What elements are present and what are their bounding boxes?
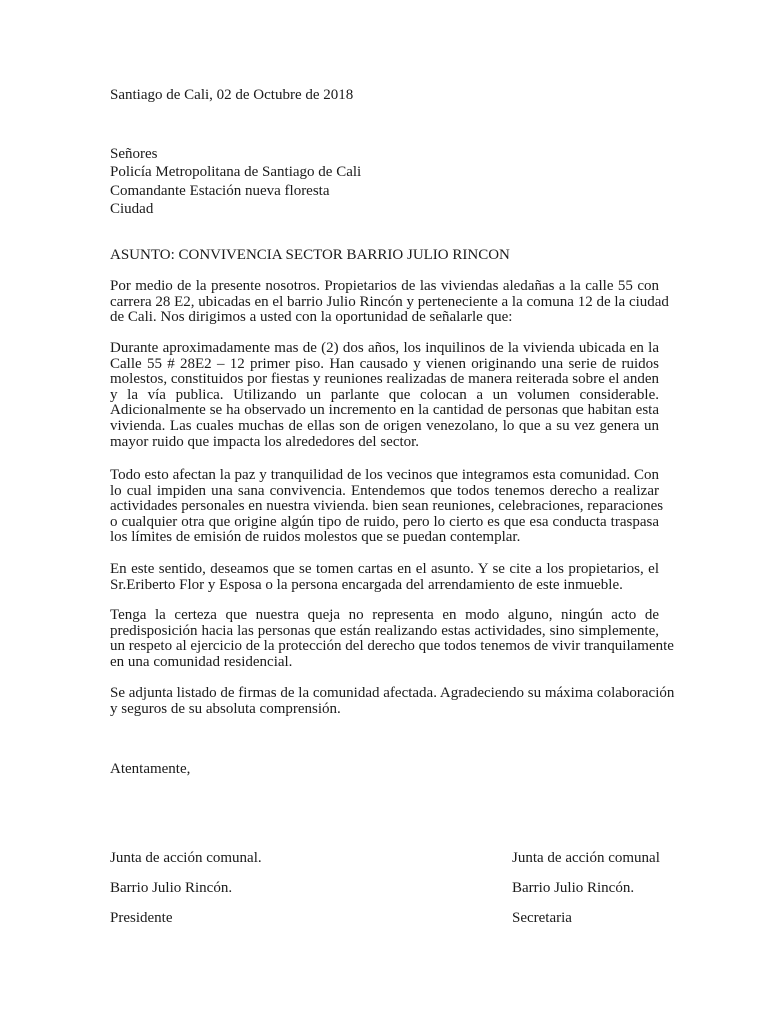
signature-left-role: Presidente — [110, 910, 173, 926]
paragraph-request — [110, 562, 659, 593]
paragraph-line: carrera 28 E2, ubicadas en el barrio Julio Rincón y perteneciente a la comuna 12 de la ciudad — [110, 293, 669, 310]
signature-right-role: Secretaria — [512, 910, 572, 926]
paragraph-line: lo cual impiden una sana convivencia. Entendemos que todos tenemos derecho a realizar — [110, 482, 659, 499]
paragraph-line: Tenga la certeza que nuestra queja no representa en modo alguno, ningún acto de — [110, 607, 659, 623]
subject-line: ASUNTO: CONVIVENCIA SECTOR BARRIO JULIO RINCON — [110, 247, 510, 263]
recipient-position: Comandante Estación nueva floresta — [110, 183, 330, 199]
paragraph-line: actividades personales en nuestra vivienda. bien sean reuniones, celebraciones, reparaciones — [110, 498, 664, 515]
paragraph-line: En este sentido, deseamos que se tomen cartas en el asunto. Y se cite a los propietarios, el — [110, 561, 659, 577]
paragraph-line: Por medio de la presente nosotros. Propietarios de las viviendas aledañas a la calle 55 con — [110, 278, 659, 294]
paragraph-impact — [110, 467, 664, 546]
place-date: Santiago de Cali, 02 de Octubre de 2018 — [110, 87, 354, 103]
paragraph-line: y seguros de su absoluta comprensión. — [110, 700, 341, 717]
recipient-salutation: Señores — [110, 146, 158, 162]
paragraph-line: en una comunidad residencial. — [110, 653, 293, 670]
paragraph-line: y la vía publica. Utilizando un parlante que colocan a un volumen considerable. — [110, 386, 659, 403]
signature-right-org: Junta de acción comunal — [512, 850, 660, 866]
paragraph-line: predisposición hacia las personas que están realizando estas actividades, sino simplemente, — [110, 622, 659, 639]
paragraph-line: Todo esto afectan la paz y tranquilidad de los vecinos que integramos esta comunidad. Con — [110, 467, 659, 483]
paragraph-line: Sr.Eriberto Flor y Esposa o la persona encargada del arrendamiento de este inmueble. — [110, 576, 623, 593]
paragraph-line: molestos, constituidos por fiestas y reuniones realizadas de manera reiterada sobre el anden — [110, 371, 659, 388]
paragraph-line: Se adjunta listado de firmas de la comunidad afectada. Agradeciendo su máxima colaboración — [110, 685, 675, 701]
paragraph-line: o cualquier otra que origine algún tipo de ruido, pero lo cierto es que esa conducta traspasa — [110, 513, 659, 530]
signature-right-neighborhood: Barrio Julio Rincón. — [512, 880, 635, 896]
paragraph-intro — [110, 278, 669, 326]
paragraph-complaint — [110, 341, 659, 450]
paragraph-line: Calle 55 # 28E2 – 12 primer piso. Han causado y vienen originando una serie de ruidos — [110, 355, 659, 372]
paragraph-clarification — [110, 607, 674, 670]
paragraph-line: un respeto al ejercicio de la protección del derecho que todos tenemos de vivir tranquilamente — [110, 638, 674, 655]
paragraph-attachment — [110, 685, 675, 717]
paragraph-line: de Cali. Nos dirigimos a usted con la oportunidad de señalarle que: — [110, 309, 513, 326]
paragraph-line: Durante aproximadamente mas de (2) dos años, los inquilinos de la vivienda ubicada en la — [110, 340, 659, 356]
paragraph-line: Adicionalmente se ha observado un incremento en la cantidad de personas que habitan esta — [110, 402, 659, 419]
signature-left-neighborhood: Barrio Julio Rincón. — [110, 880, 233, 896]
recipient-organization: Policía Metropolitana de Santiago de Cali — [110, 164, 362, 180]
paragraph-line: mayor ruido que impacta los alrededores del sector. — [110, 433, 420, 450]
signature-left-org: Junta de acción comunal. — [110, 850, 262, 866]
paragraph-line: los límites de emisión de ruidos molestos que se puedan contemplar. — [110, 529, 521, 546]
paragraph-line: vivienda. Las cuales muchas de ellas son de origen venezolano, lo que a su vez genera un — [110, 417, 659, 434]
recipient-city: Ciudad — [110, 201, 154, 217]
closing: Atentamente, — [110, 761, 191, 777]
